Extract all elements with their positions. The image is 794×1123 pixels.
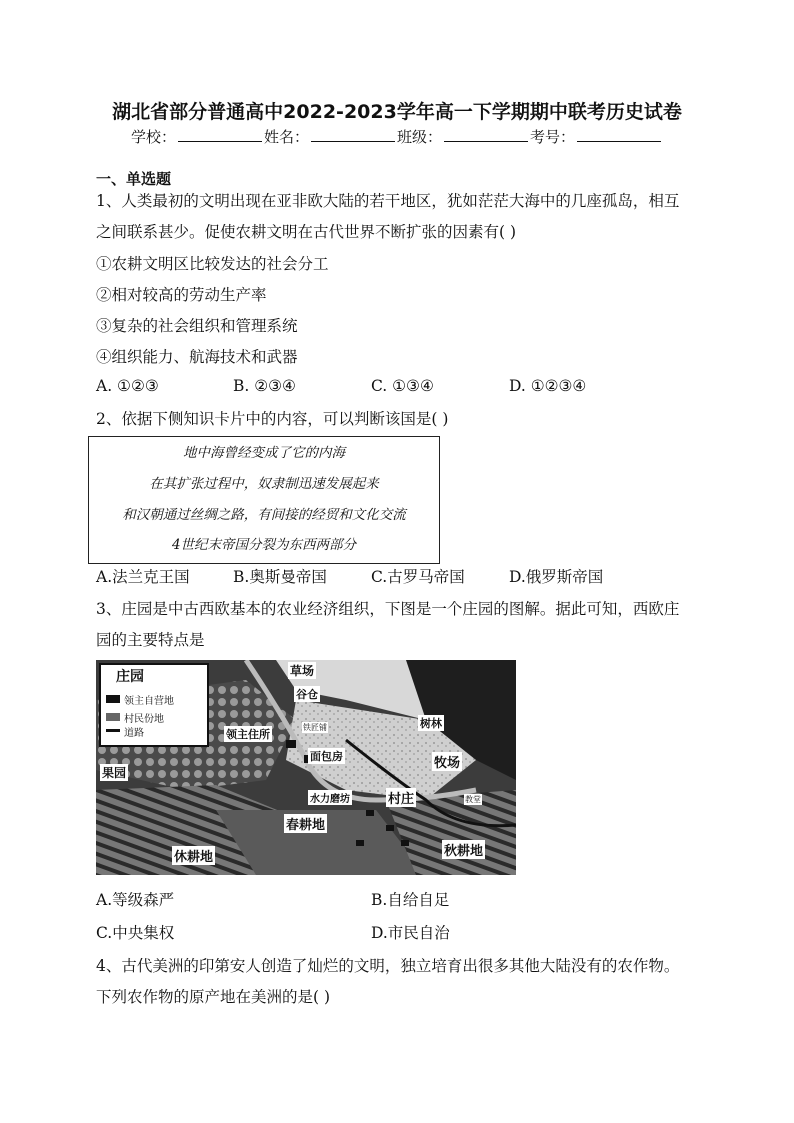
- q3-option-a[interactable]: A.等级森严: [96, 891, 175, 909]
- map-label-xiugeng: 休耕地: [172, 846, 215, 865]
- q1-option-c[interactable]: C. ①③④: [371, 377, 434, 395]
- map-label-chungeng: 春耕地: [284, 814, 327, 833]
- q3-stem-line2: 园的主要特点是: [96, 631, 205, 649]
- school-label: 学校：: [130, 128, 176, 146]
- map-label-jiaotang: 教堂: [465, 795, 481, 804]
- card-line: 和汉朝通过丝绸之路，有间接的经贸和文化交流: [122, 507, 406, 523]
- map-label-mianbao: 面包房: [310, 750, 343, 763]
- legend-label: 领主自营地: [124, 696, 174, 707]
- legend-label: 村民份地: [124, 714, 164, 725]
- legend-swatch-demesne: [106, 695, 120, 703]
- exam-no-blank: [577, 129, 661, 142]
- legend-title-text: 庄园: [116, 669, 144, 685]
- student-info-line: [0, 126, 794, 147]
- school-blank: [178, 129, 262, 142]
- manor-map: [96, 660, 516, 875]
- q1-item: ①农耕文明区比较发达的社会分工: [96, 255, 329, 273]
- card-line: 4世纪末帝国分裂为东西两部分: [171, 537, 357, 553]
- q2-option-b[interactable]: B.奥斯曼帝国: [233, 568, 327, 586]
- map-label-lingzhu: 领主住所: [226, 728, 270, 741]
- q1-stem-line1: 1、人类最初的文明出现在亚非欧大陆的若干地区，犹如茫茫大海中的几座孤岛，相互: [96, 192, 680, 210]
- map-label-caochang: 草场: [290, 664, 315, 678]
- q1-stem-line2: 之间联系甚少。促使农耕文明在古代世界不断扩张的因素有( ): [96, 223, 517, 241]
- legend-swatch-holdings: [106, 713, 120, 721]
- q2-option-d[interactable]: D.俄罗斯帝国: [509, 568, 604, 586]
- map-label-shuili: 水力磨坊: [308, 790, 352, 805]
- q3-option-c[interactable]: C.中央集权: [96, 924, 175, 942]
- legend-swatch-road: [106, 729, 120, 732]
- map-label-tiejiang: 铁匠铺: [303, 723, 327, 732]
- page-title: 湖北省部分普通高中2022-2023学年高一下学期期中联考历史试卷: [112, 101, 682, 123]
- class-blank: [444, 129, 528, 142]
- map-label-gucang: 谷仓: [296, 688, 318, 701]
- q3-stem-line1: 3、庄园是中古西欧基本的农业经济组织，下图是一个庄园的图解。据此可知，西欧庄: [96, 600, 680, 618]
- map-label-muchang: 牧场: [432, 752, 462, 771]
- q4-stem-line2: 下列农作物的原产地在美洲的是( ): [96, 988, 331, 1006]
- section-heading: 一、单选题: [96, 170, 172, 188]
- q1-item: ④组织能力、航海技术和武器: [96, 348, 298, 366]
- map-label-cunzhuang: 村庄: [386, 788, 416, 807]
- q3-option-d[interactable]: D.市民自治: [371, 924, 450, 942]
- card-line: 地中海曾经变成了它的内海: [183, 445, 345, 461]
- q1-option-b[interactable]: B. ②③④: [233, 377, 296, 395]
- exam-no-label: 考号：: [530, 128, 576, 146]
- knowledge-card: [88, 436, 440, 564]
- q3-option-b[interactable]: B.自给自足: [371, 891, 450, 909]
- q1-option-d[interactable]: D. ①②③④: [509, 377, 587, 395]
- q1-item: ③复杂的社会组织和管理系统: [96, 317, 298, 335]
- q2-option-a[interactable]: A.法兰克王国: [96, 568, 190, 586]
- q1-item: ②相对较高的劳动生产率: [96, 286, 267, 304]
- name-blank: [311, 129, 395, 142]
- class-label: 班级：: [397, 128, 443, 146]
- card-line: 在其扩张过程中，奴隶制迅速发展起来: [149, 476, 379, 492]
- map-label-qiugeng: 秋耕地: [442, 840, 485, 859]
- q4-stem-line1: 4、古代美洲的印第安人创造了灿烂的文明，独立培育出很多其他大陆没有的农作物。: [96, 957, 680, 975]
- map-label-guoyuan: 果园: [102, 766, 127, 780]
- legend-label: 道路: [124, 728, 144, 739]
- q2-stem: 2、依据下侧知识卡片中的内容，可以判断该国是( ): [96, 410, 449, 428]
- q1-option-a[interactable]: A. ①②③: [96, 377, 159, 395]
- map-label-shulin: 树林: [420, 717, 442, 730]
- q2-option-c[interactable]: C.古罗马帝国: [371, 568, 465, 586]
- name-label: 姓名：: [263, 128, 309, 146]
